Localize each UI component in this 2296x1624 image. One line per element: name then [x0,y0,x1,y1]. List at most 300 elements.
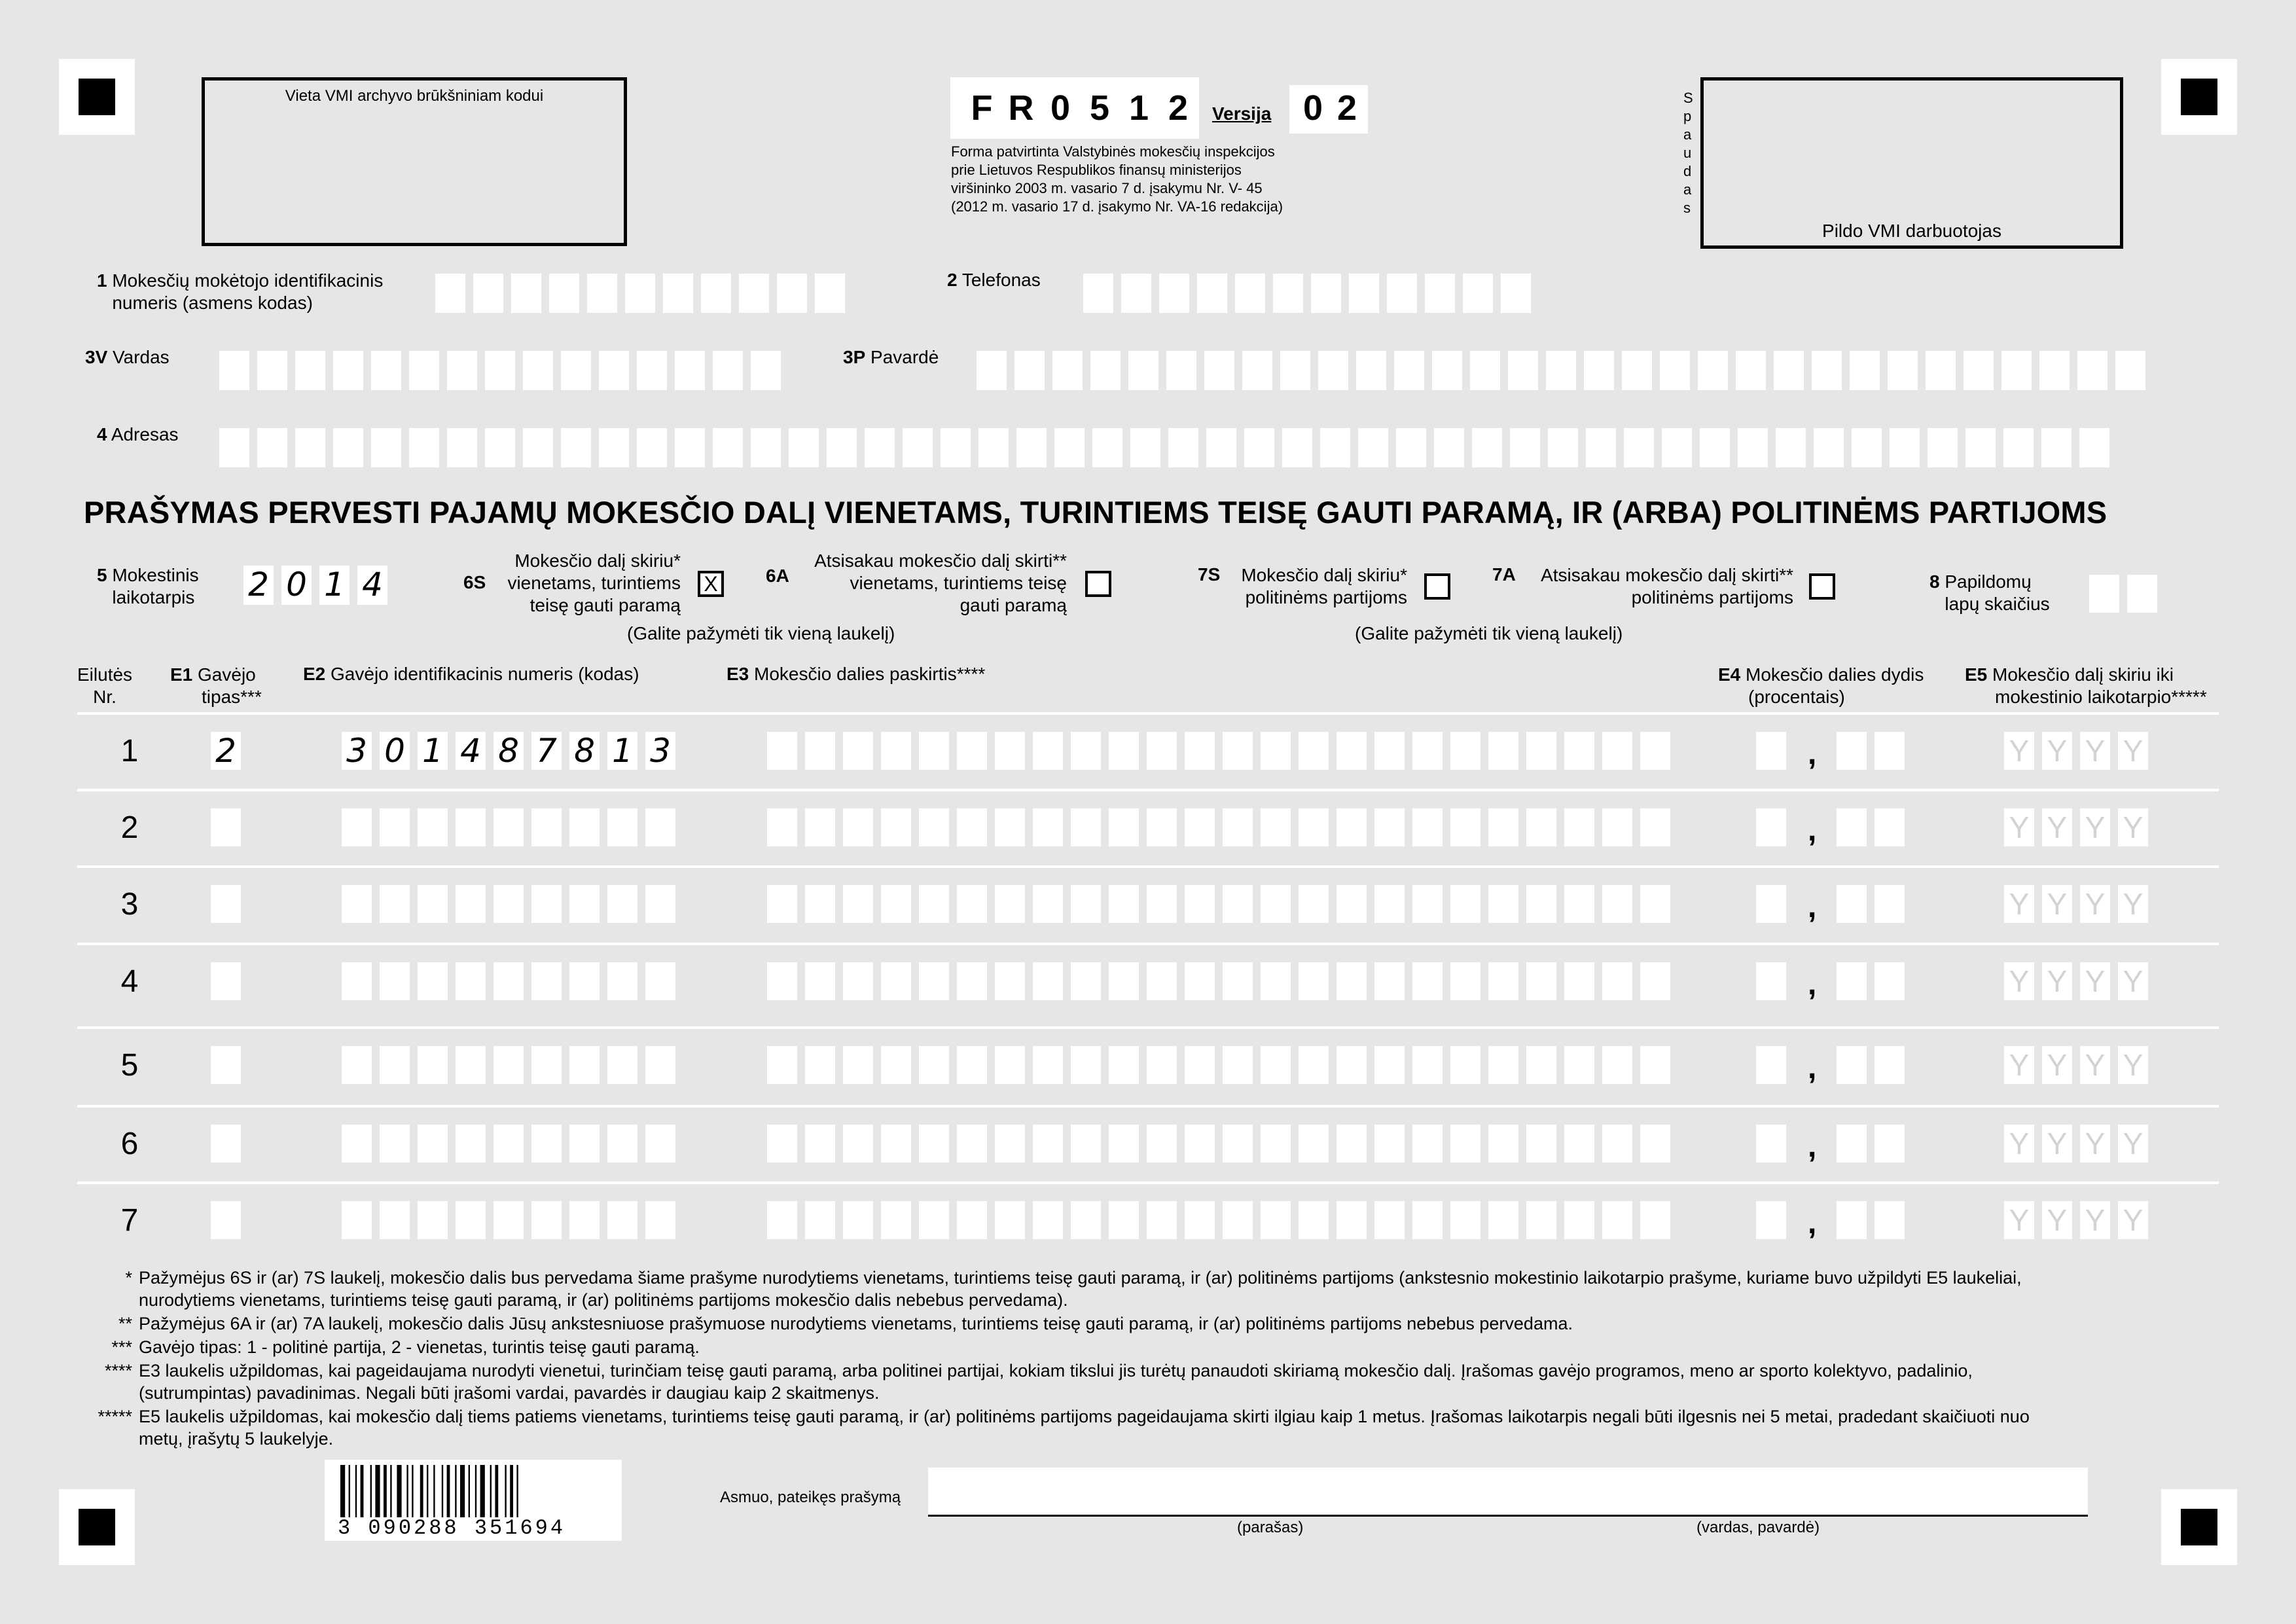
input-cell[interactable] [561,428,591,467]
input-cell[interactable] [1033,885,1063,923]
input-cell[interactable] [1349,274,1379,313]
until-year-cells[interactable] [2004,808,2156,846]
input-cell[interactable] [1261,732,1291,770]
input-cell[interactable] [1812,351,1842,390]
year-placeholder-cell[interactable]: Y [2004,1201,2034,1239]
purpose-cells[interactable] [767,885,1678,923]
input-cell[interactable] [1434,428,1464,467]
input-cell[interactable] [1412,962,1443,1000]
input-cell[interactable] [409,428,439,467]
taxpayer-id-cells[interactable] [435,274,853,313]
input-cell[interactable] [1299,1201,1329,1239]
until-year-cells[interactable] [2004,1046,2156,1084]
input-cell[interactable] [511,274,541,313]
input-cell[interactable] [1083,274,1113,313]
input-cell[interactable] [1223,1125,1253,1163]
input-cell[interactable] [1071,962,1101,1000]
input-cell[interactable] [456,1125,486,1163]
recipient-code-cells[interactable] [342,885,683,923]
recipient-code-cells[interactable] [342,962,683,1000]
input-cell[interactable] [1071,1201,1101,1239]
input-cell[interactable] [1374,732,1405,770]
input-cell[interactable] [1299,1125,1329,1163]
input-cell[interactable] [456,962,486,1000]
input-cell[interactable] [257,351,287,390]
input-cell[interactable] [919,732,949,770]
phone-cells[interactable] [1083,274,1539,313]
input-cell[interactable] [371,351,401,390]
input-cell[interactable] [1756,808,1786,846]
input-cell[interactable] [1837,808,1867,846]
input-cell[interactable] [1071,1046,1101,1084]
input-cell[interactable] [1336,808,1367,846]
input-cell[interactable] [1374,808,1405,846]
input-cell[interactable] [1014,351,1045,390]
input-cell[interactable] [2001,351,2032,390]
input-cell[interactable] [2003,428,2034,467]
input-cell[interactable] [1412,808,1443,846]
input-cell[interactable] [1033,808,1063,846]
input-cell[interactable] [607,885,637,923]
input-cell[interactable] [1185,1125,1215,1163]
input-cell[interactable] [1261,1125,1291,1163]
input-cell[interactable] [1564,885,1594,923]
input-cell[interactable] [531,962,562,1000]
input-cell[interactable] [995,1046,1025,1084]
input-cell[interactable] [1358,428,1388,467]
input-cell[interactable] [1197,274,1227,313]
input-cell[interactable] [645,885,675,923]
year-digit-cell[interactable]: 2 [243,566,274,605]
input-cell[interactable] [789,428,819,467]
input-cell[interactable] [919,808,949,846]
purpose-cells[interactable] [767,732,1678,770]
input-cell[interactable] [1926,351,1956,390]
input-cell[interactable] [1185,885,1215,923]
input-cell[interactable] [1564,1201,1594,1239]
input-cell[interactable] [380,962,410,1000]
until-year-cells[interactable] [2004,732,2156,770]
input-cell[interactable] [456,808,486,846]
input-cell[interactable] [409,351,439,390]
year-placeholder-cell[interactable]: Y [2042,1046,2072,1084]
input-cell[interactable] [1640,732,1670,770]
input-cell[interactable] [1602,1201,1632,1239]
input-cell[interactable] [1624,428,1654,467]
input-cell[interactable] [1526,808,1556,846]
input-cell[interactable] [1336,1201,1367,1239]
input-cell[interactable] [1837,732,1867,770]
checkbox-7s[interactable] [1424,573,1450,600]
input-cell[interactable] [1033,1201,1063,1239]
input-cell[interactable] [1374,1125,1405,1163]
input-cell[interactable] [1874,885,1905,923]
input-cell[interactable] [843,962,873,1000]
input-cell[interactable] [1756,962,1786,1000]
input-cell[interactable] [418,1046,448,1084]
input-cell[interactable] [607,1125,637,1163]
year-placeholder-cell[interactable]: Y [2118,885,2148,923]
input-cell[interactable] [1242,351,1272,390]
input-cell[interactable] [1090,351,1121,390]
input-cell[interactable] [523,351,553,390]
input-cell[interactable] [843,1201,873,1239]
input-cell[interactable] [1774,351,1804,390]
input-cell[interactable] [219,428,249,467]
year-placeholder-cell[interactable]: Y [2042,1201,2072,1239]
input-cell[interactable] [1736,351,1766,390]
input-cell[interactable] [995,732,1025,770]
input-cell[interactable] [531,885,562,923]
input-cell[interactable] [1033,1046,1063,1084]
input-cell[interactable] [569,962,600,1000]
input-cell[interactable] [456,1046,486,1084]
input-cell[interactable] [295,351,325,390]
year-digit-cell[interactable]: 0 [281,566,312,605]
input-cell[interactable] [957,1046,987,1084]
input-cell[interactable] [1662,428,1692,467]
input-cell[interactable] [1374,962,1405,1000]
input-cell[interactable] [1185,808,1215,846]
percent-dec-cells[interactable] [1837,1125,1912,1163]
year-placeholder-cell[interactable]: Y [2004,808,2034,846]
year-placeholder-cell[interactable]: Y [2004,962,2034,1000]
year-placeholder-cell[interactable]: Y [2118,962,2148,1000]
input-cell[interactable] [1412,1201,1443,1239]
input-cell[interactable] [827,428,857,467]
recipient-type-cell[interactable] [211,1046,241,1084]
input-cell[interactable] [675,428,705,467]
input-cell[interactable] [1054,428,1085,467]
purpose-cells[interactable] [767,1125,1678,1163]
input-cell[interactable] [1890,428,1920,467]
address-cells[interactable] [219,428,2117,467]
input-cell[interactable] [1425,274,1455,313]
input-cell[interactable] [767,1201,797,1239]
input-cell[interactable] [1564,808,1594,846]
percent-dec-cells[interactable] [1837,885,1912,923]
input-cell[interactable] [587,274,617,313]
input-cell[interactable] [1928,428,1958,467]
input-cell[interactable] [995,962,1025,1000]
input-cell[interactable] [995,885,1025,923]
input-cell[interactable] [1548,428,1578,467]
input-cell[interactable] [1394,351,1424,390]
input-cell[interactable] [1602,732,1632,770]
input-cell[interactable] [995,808,1025,846]
input-cell[interactable]: 3 [342,732,372,770]
input-cell[interactable] [1814,428,1844,467]
recipient-type-cell[interactable]: 2 [211,732,241,770]
input-cell[interactable] [978,428,1009,467]
input-cell[interactable] [957,1201,987,1239]
input-cell[interactable] [1488,1046,1518,1084]
input-cell[interactable] [607,962,637,1000]
recipient-type-cell[interactable] [211,962,241,1000]
percent-int-cell[interactable] [1756,1046,1794,1084]
input-cell[interactable] [2077,351,2108,390]
input-cell[interactable] [1168,428,1198,467]
input-cell[interactable] [295,428,325,467]
input-cell[interactable] [805,885,835,923]
input-cell[interactable]: 7 [531,732,562,770]
percent-dec-cells[interactable] [1837,1201,1912,1239]
input-cell[interactable] [1223,885,1253,923]
input-cell[interactable] [549,274,579,313]
input-cell[interactable] [1964,351,1994,390]
year-placeholder-cell[interactable]: Y [2118,808,2148,846]
input-cell[interactable] [607,808,637,846]
input-cell[interactable] [1874,1046,1905,1084]
input-cell[interactable] [569,808,600,846]
input-cell[interactable] [2089,575,2119,613]
input-cell[interactable] [1472,428,1502,467]
input-cell[interactable] [418,962,448,1000]
input-cell[interactable] [637,351,667,390]
input-cell[interactable] [1488,808,1518,846]
input-cell[interactable] [1206,428,1236,467]
input-cell[interactable] [1450,808,1480,846]
input-cell[interactable] [1965,428,1996,467]
input-cell[interactable] [1526,732,1556,770]
input-cell[interactable] [767,1046,797,1084]
input-cell[interactable] [1223,1046,1253,1084]
input-cell[interactable] [1166,351,1196,390]
input-cell[interactable] [1432,351,1462,390]
input-cell[interactable]: 4 [456,732,486,770]
year-placeholder-cell[interactable]: Y [2080,808,2110,846]
input-cell[interactable] [333,351,363,390]
input-cell[interactable] [1850,351,1880,390]
input-cell[interactable] [713,428,743,467]
input-cell[interactable] [1109,732,1139,770]
year-placeholder-cell[interactable]: Y [2080,962,2110,1000]
input-cell[interactable] [1185,732,1215,770]
input-cell[interactable] [1463,274,1493,313]
input-cell[interactable] [380,1125,410,1163]
percent-dec-cells[interactable] [1837,1046,1912,1084]
input-cell[interactable] [1033,732,1063,770]
input-cell[interactable] [751,351,781,390]
input-cell[interactable] [435,274,465,313]
input-cell[interactable] [645,1125,675,1163]
input-cell[interactable] [1299,808,1329,846]
input-cell[interactable] [1244,428,1274,467]
input-cell[interactable] [1756,885,1786,923]
year-placeholder-cell[interactable]: Y [2042,885,2072,923]
input-cell[interactable] [1109,885,1139,923]
input-cell[interactable] [1261,962,1291,1000]
input-cell[interactable] [418,1125,448,1163]
input-cell[interactable] [805,1125,835,1163]
input-cell[interactable] [1185,1201,1215,1239]
input-cell[interactable] [1261,1201,1291,1239]
percent-dec-cells[interactable] [1837,808,1912,846]
input-cell[interactable] [342,808,372,846]
year-placeholder-cell[interactable]: Y [2042,808,2072,846]
input-cell[interactable] [1071,808,1101,846]
input-cell[interactable] [1128,351,1158,390]
input-cell[interactable] [1622,351,1652,390]
input-cell[interactable] [1526,1046,1556,1084]
input-cell[interactable] [333,428,363,467]
input-cell[interactable] [843,1125,873,1163]
input-cell[interactable] [569,885,600,923]
input-cell[interactable] [805,962,835,1000]
input-cell[interactable] [1837,1125,1867,1163]
input-cell[interactable] [713,351,743,390]
recipient-code-cells[interactable] [342,1046,683,1084]
input-cell[interactable] [843,885,873,923]
input-cell[interactable] [1852,428,1882,467]
input-cell[interactable]: 1 [607,732,637,770]
input-cell[interactable] [1336,1046,1367,1084]
input-cell[interactable] [380,1046,410,1084]
input-cell[interactable] [1299,1046,1329,1084]
input-cell[interactable] [1756,1201,1786,1239]
percent-int-cell[interactable] [1756,808,1794,846]
input-cell[interactable] [645,962,675,1000]
input-cell[interactable] [751,428,781,467]
input-cell[interactable] [1450,1046,1480,1084]
input-cell[interactable] [1336,732,1367,770]
input-cell[interactable] [569,1125,600,1163]
year-placeholder-cell[interactable]: Y [2080,1125,2110,1163]
input-cell[interactable] [493,1125,524,1163]
input-cell[interactable] [485,428,515,467]
input-cell[interactable] [1299,962,1329,1000]
input-cell[interactable] [1071,732,1101,770]
input-cell[interactable] [1223,962,1253,1000]
input-cell[interactable] [493,1046,524,1084]
input-cell[interactable] [1147,885,1177,923]
input-cell[interactable] [815,274,845,313]
input-cell[interactable] [1488,732,1518,770]
input-cell[interactable] [1602,1125,1632,1163]
input-cell[interactable] [342,885,372,923]
input-cell[interactable] [342,1201,372,1239]
input-cell[interactable] [1092,428,1122,467]
input-cell[interactable] [903,428,933,467]
input-cell[interactable] [843,732,873,770]
input-cell[interactable] [1874,962,1905,1000]
input-cell[interactable] [919,885,949,923]
input-cell[interactable] [1450,1125,1480,1163]
input-cell[interactable] [342,962,372,1000]
input-cell[interactable] [1508,351,1538,390]
input-cell[interactable] [1698,351,1728,390]
input-cell[interactable] [881,1046,911,1084]
input-cell[interactable] [767,1125,797,1163]
input-cell[interactable] [881,1125,911,1163]
input-cell[interactable] [447,428,477,467]
input-cell[interactable] [1488,1125,1518,1163]
tax-period-year-cells[interactable] [243,566,395,605]
input-cell[interactable] [1526,885,1556,923]
purpose-cells[interactable] [767,1046,1678,1084]
input-cell[interactable] [1564,1125,1594,1163]
input-cell[interactable]: 8 [493,732,524,770]
input-cell[interactable] [523,428,553,467]
input-cell[interactable] [531,1201,562,1239]
input-cell[interactable] [1602,808,1632,846]
input-cell[interactable] [1888,351,1918,390]
input-cell[interactable] [881,885,911,923]
input-cell[interactable] [380,1201,410,1239]
input-cell[interactable] [957,1125,987,1163]
input-cell[interactable] [1586,428,1616,467]
input-cell[interactable] [1488,885,1518,923]
input-cell[interactable] [1756,1125,1786,1163]
year-digit-cell[interactable]: 1 [319,566,350,605]
input-cell[interactable] [257,428,287,467]
input-cell[interactable] [675,351,705,390]
input-cell[interactable] [1526,1201,1556,1239]
input-cell[interactable] [456,885,486,923]
input-cell[interactable] [1223,808,1253,846]
percent-int-cell[interactable] [1756,732,1794,770]
percent-int-cell[interactable] [1756,1201,1794,1239]
input-cell[interactable] [1374,1201,1405,1239]
input-cell[interactable] [1640,1201,1670,1239]
input-cell[interactable] [569,1046,600,1084]
input-cell[interactable] [2115,351,2145,390]
input-cell[interactable] [805,1201,835,1239]
input-cell[interactable] [1320,428,1350,467]
input-cell[interactable] [1109,962,1139,1000]
input-cell[interactable] [1640,1046,1670,1084]
input-cell[interactable] [1147,1125,1177,1163]
input-cell[interactable] [881,808,911,846]
input-cell[interactable] [1261,885,1291,923]
year-placeholder-cell[interactable]: Y [2080,1201,2110,1239]
input-cell[interactable] [1147,1201,1177,1239]
input-cell[interactable] [663,274,693,313]
input-cell[interactable] [1299,885,1329,923]
year-placeholder-cell[interactable]: Y [2118,1201,2148,1239]
input-cell[interactable] [1874,1125,1905,1163]
input-cell[interactable] [493,808,524,846]
input-cell[interactable] [1602,962,1632,1000]
input-cell[interactable] [1016,428,1047,467]
input-cell[interactable] [777,274,807,313]
input-cell[interactable] [1336,1125,1367,1163]
input-cell[interactable] [447,351,477,390]
input-cell[interactable] [380,808,410,846]
input-cell[interactable] [1109,1046,1139,1084]
input-cell[interactable] [767,885,797,923]
input-cell[interactable] [1602,885,1632,923]
year-placeholder-cell[interactable]: Y [2004,885,2034,923]
input-cell[interactable] [1776,428,1806,467]
recipient-code-cells[interactable] [342,732,683,770]
signature-field[interactable] [928,1468,2088,1517]
input-cell[interactable]: 0 [380,732,410,770]
recipient-type-cell[interactable] [211,808,241,846]
input-cell[interactable] [485,351,515,390]
input-cell[interactable] [805,732,835,770]
input-cell[interactable] [1412,1125,1443,1163]
input-cell[interactable] [625,274,655,313]
input-cell[interactable] [1488,1201,1518,1239]
input-cell[interactable] [957,962,987,1000]
purpose-cells[interactable] [767,1201,1678,1239]
input-cell[interactable] [1602,1046,1632,1084]
input-cell[interactable] [1033,1125,1063,1163]
input-cell[interactable] [1640,808,1670,846]
until-year-cells[interactable] [2004,885,2156,923]
input-cell[interactable] [2127,575,2157,613]
